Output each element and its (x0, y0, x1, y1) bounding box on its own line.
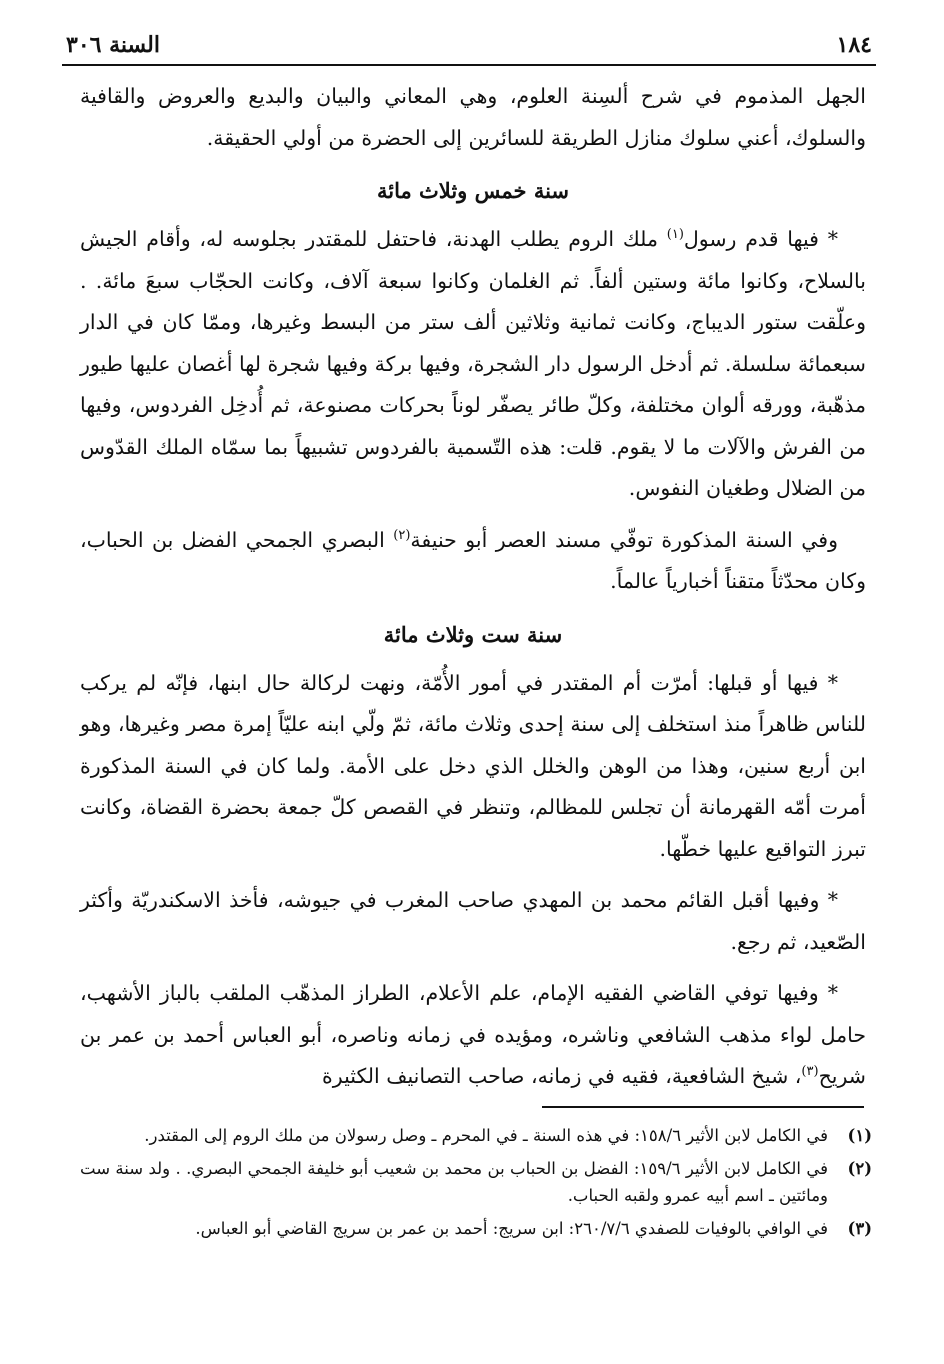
footnote-number: (٣) (847, 1219, 872, 1238)
paragraph-text: ، شيخ الشافعية، فقيه في زمانه، صاحب التصانيف الكثيرة (322, 1064, 802, 1088)
footnote-text: في الكامل لابن الأثير ١٥٩/٦: الفضل بن الحباب بن محمد بن شعيب أبو خليفة الجمحي البصري. . ولد سنة ست ومائتين ـ اسم أبيه عمرو ولقبه الحباب. (80, 1159, 829, 1205)
paragraph-305-death (80, 520, 866, 603)
paragraph-text: وفي السنة المذكورة توفّي مسند العصر أبو حنيفة (410, 527, 838, 552)
footnote-text: في الوافي بالوفيات للصفدي ٢٦٠/٧/٦: ابن سريج: أحمد بن عمر بن سريج القاضي أبو العباس. (195, 1219, 828, 1238)
paragraph-306-ibn-surayj (80, 973, 866, 1098)
running-header (66, 28, 872, 62)
header-rule (62, 64, 876, 66)
paragraph-306-regency: * فيها أو قبلها: أمرّت أم المقتدر في أمور الأُمّة، ونهت لركالة حال ابنها، فإنّه لم يركب للناس ظاهراً منذ استخلف إلى سنة إحدى وثلاث مائة، ثمّ ولّي ابنه عليّاً إمرة مصر وغيرها، وهو ابن أربع سنين، وهذا من الوهن والخلل الذي دخل على الأمة. ولما كان في السنة المذكورة أمرت أمّه القهرمانة أن تجلس للمظالم، وتنظر في القصص كلّ جمعة بحضرة القضاة، وكانت تبرز التواقيع عليها خطّها. (80, 670, 866, 861)
paragraph-305-embassy (80, 219, 866, 510)
paragraph-text: ملك الروم يطلب الهدنة، فاحتفل للمقتدر بجلوسه له، وأقام الجيش بالسلاح، وكانوا مائة وستين ألفاً. ثم الغلمان وكانوا سبعة آلاف، وكانت الحجّاب سبعَ مائة. . وعلّقت ستور الديباج، وكانت ثمانية وثلاثين ألف ستر من البسط وغيرها، وممّا كان في الدار سبعمائة سلسلة. ثم أدخل الرسول دار الشجرة، وفيها بركة وفيها شجرة لها أغصان عليها طيور مذهّبة، وورقه ألوان مختلفة، وكلّ طائر يصفّر لوناً بحركات مصنوعة، ثم أُدخِل الفردوس، وفيها من الفرش والآلات ما لا يقوم. قلت: هذه التّسمية بالفردوس تشبيهاً بما سمّاه الملك القدّوس من الضلال وطغيان النفوس. (80, 227, 866, 500)
footnote-number: (٢) (847, 1159, 872, 1178)
footnote-2 (80, 1155, 872, 1209)
paragraph-text: البصري الجمحي الفضل بن الحباب، وكان محدّثاً متقناً أخبارياً عالماً. (80, 527, 866, 593)
footnotes (80, 1122, 872, 1248)
paragraph-text: * وفيها توفي القاضي الفقيه الإمام، علم الأعلام، الطراز المذهّب الملقب بالباز الأشهب، حامل لواء مذهب الشافعي وناشره، ومؤيده في زمانه وناصره، أبو العباس أحمد بن عمر بن شريح (80, 981, 866, 1088)
section-heading-306: سنة ست وثلاث مائة (383, 621, 563, 647)
main-text (80, 76, 866, 1098)
section-heading-305: سنة خمس وثلاث مائة (376, 178, 570, 203)
footnote-number: (١) (847, 1126, 872, 1145)
paragraph-intro: الجهل المذموم في شرح ألسِنة العلوم، وهي المعاني والبيان والبديع والعروض والقافية والسلوك، أعني سلوك منازل الطريقة للسائرين إلى الحضرة من أولي الحقيقة. (80, 84, 866, 150)
footnote-ref-2[interactable]: (٢) (393, 527, 411, 543)
running-title: السنة ٣٠٦ (66, 32, 160, 58)
footnote-3 (80, 1215, 872, 1242)
footnote-ref-3[interactable]: (٣) (801, 1064, 819, 1080)
footnote-text: في الكامل لابن الأثير ١٥٨/٦: في هذه السنة ـ في المحرم ـ وصل رسولان من ملك الروم إلى المقتدر. (144, 1126, 828, 1145)
page-number: ١٨٤ (836, 32, 872, 58)
footnote-rule (542, 1106, 864, 1108)
footnote-ref-1[interactable]: (١) (666, 227, 684, 243)
paragraph-306-qaim: * وفيها أقبل القائم محمد بن المهدي صاحب المغرب في جيوشه، فأخذ الاسكندريّة وأكثر الصّعيد، ثم رجع. (80, 888, 866, 954)
paragraph-text: * فيها قدم رسول (683, 227, 838, 251)
footnote-1 (80, 1122, 872, 1149)
